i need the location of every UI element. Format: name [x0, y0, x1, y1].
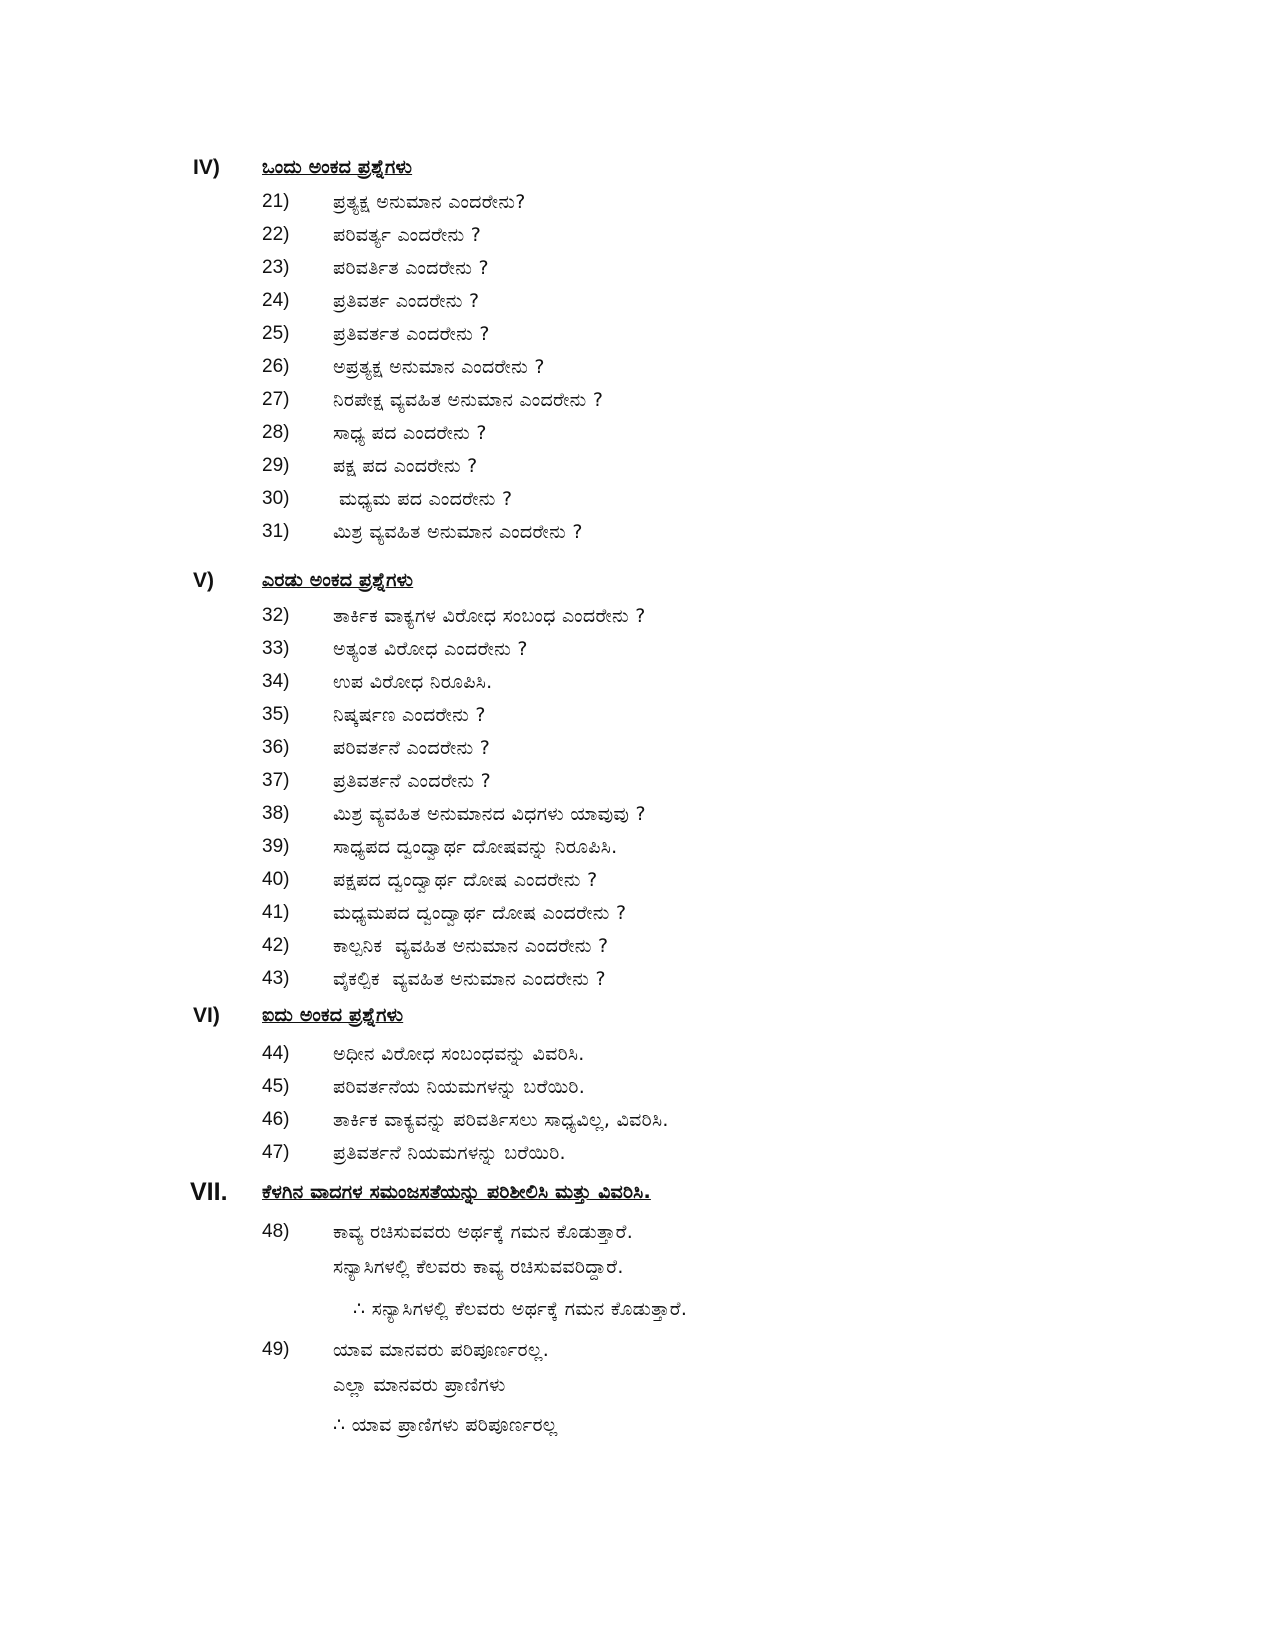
question-number: 27) [262, 389, 290, 410]
conclusion: ∴ ಸನ್ಯಾಸಿಗಳಲ್ಲಿ ಕೆಲವರು ಅರ್ಥಕ್ಕೆ ಗಮನ ಕೊಡುತ್ತಾರೆ. [353, 1298, 688, 1320]
question-number: 40) [262, 869, 290, 890]
question-text: ತಾರ್ಕಿಕ ವಾಕ್ಯಗಳ ವಿರೋಧ ಸಂಬಂಧ ಎಂದರೇನು ? [333, 605, 646, 627]
question-number: 37) [262, 770, 290, 791]
question-item [0, 356, 1275, 390]
question-text: ನಿರಪೇಕ್ಷ ವ್ಯವಹಿತ ಅನುಮಾನ ಎಂದರೇನು ? [333, 389, 604, 411]
question-number: 43) [262, 968, 290, 989]
question-text: ಮಧ್ಯಮ ಪದ ಎಂದರೇನು ? [339, 488, 513, 510]
question-item [0, 836, 1275, 870]
question-number: 23) [262, 257, 290, 278]
question-text: ಮಿಶ್ರ ವ್ಯವಹಿತ ಅನುಮಾನದ ವಿಧಗಳು ಯಾವುವು ? [333, 803, 646, 825]
section-number: IV) [193, 156, 220, 179]
question-text: ಮಧ್ಯಮಪದ ದ್ವಂದ್ವಾರ್ಥ ದೋಷ ಎಂದರೇನು ? [333, 902, 627, 924]
question-number: 26) [262, 356, 290, 377]
premise-2: ಸನ್ಯಾಸಿಗಳಲ್ಲಿ ಕೆಲವರು ಕಾವ್ಯ ರಚಿಸುವವರಿದ್ದಾರೆ. [333, 1256, 624, 1278]
question-number: 48) [262, 1221, 290, 1242]
question-item [0, 869, 1275, 903]
argument-item [0, 1221, 1275, 1255]
question-item [0, 1043, 1275, 1077]
question-number: 29) [262, 455, 290, 476]
question-item [0, 224, 1275, 258]
question-text: ಕಾಲ್ಪನಿಕ ವ್ಯವಹಿತ ಅನುಮಾನ ಎಂದರೇನು ? [333, 935, 609, 957]
section-title: ಐದು ಅಂಕದ ಪ್ರಶ್ನೆಗಳು [262, 1004, 404, 1026]
section-title: ಎರಡು ಅಂಕದ ಪ್ರಶ್ನೆಗಳು [262, 569, 414, 591]
question-text: ವೈಕಲ್ಪಿಕ ವ್ಯವಹಿತ ಅನುಮಾನ ಎಂದರೇನು ? [333, 968, 606, 990]
question-item [0, 455, 1275, 489]
question-number: 21) [262, 191, 290, 212]
question-text: ಅಪ್ರತ್ಯಕ್ಷ ಅನುಮಾನ ಎಂದರೇನು ? [333, 356, 545, 378]
question-item [0, 803, 1275, 837]
question-number: 25) [262, 323, 290, 344]
question-item [0, 638, 1275, 672]
question-item [0, 257, 1275, 291]
question-number: 35) [262, 704, 290, 725]
question-item [0, 968, 1275, 1002]
question-number: 44) [262, 1043, 290, 1064]
section-number: VI) [193, 1004, 220, 1027]
section-number: V) [193, 569, 214, 592]
question-number: 49) [262, 1339, 290, 1360]
question-text: ಅಧೀನ ವಿರೋಧ ಸಂಬಂಧವನ್ನು ವಿವರಿಸಿ. [333, 1043, 585, 1065]
question-number: 45) [262, 1076, 290, 1097]
premise-1: ಕಾವ್ಯ ರಚಿಸುವವರು ಅರ್ಥಕ್ಕೆ ಗಮನ ಕೊಡುತ್ತಾರೆ. [333, 1221, 634, 1243]
question-text: ಸಾಧ್ಯಪದ ದ್ವಂದ್ವಾರ್ಥ ದೋಷವನ್ನು ನಿರೂಪಿಸಿ. [333, 836, 618, 858]
question-number: 47) [262, 1142, 290, 1163]
section-number: VII. [190, 1178, 228, 1206]
section-title: ಒಂದು ಅಂಕದ ಪ್ರಶ್ನೆಗಳು [262, 156, 413, 178]
question-number: 42) [262, 935, 290, 956]
question-item [0, 605, 1275, 639]
question-item [0, 422, 1275, 456]
question-text: ತಾರ್ಕಿಕ ವಾಕ್ಯವನ್ನು ಪರಿವರ್ತಿಸಲು ಸಾಧ್ಯವಿಲ್ಲ, ವಿವರಿಸಿ. [333, 1109, 669, 1131]
conclusion: ∴ ಯಾವ ಪ್ರಾಣಿಗಳು ಪರಿಪೂರ್ಣರಲ್ಲ [333, 1414, 558, 1436]
question-number: 31) [262, 521, 290, 542]
question-text: ಪ್ರತ್ಯಕ್ಷ ಅನುಮಾನ ಎಂದರೇನು? [333, 191, 526, 213]
question-item [0, 323, 1275, 357]
question-text: ನಿಷ್ಕರ್ಷಣ ಎಂದರೇನು ? [333, 704, 486, 726]
question-text: ಪರಿವರ್ತ್ಯ ಎಂದರೇನು ? [333, 224, 482, 246]
question-item [0, 1142, 1275, 1176]
question-number: 30) [262, 488, 290, 509]
question-number: 41) [262, 902, 290, 923]
question-text: ಪಕ್ಷಪದ ದ್ವಂದ್ವಾರ್ಥ ದೋಷ ಎಂದರೇನು ? [333, 869, 598, 891]
question-text: ಪಕ್ಷ ಪದ ಎಂದರೇನು ? [333, 455, 478, 477]
argument-item [0, 1339, 1275, 1373]
question-text: ಪರಿವರ್ತನೆಯ ನಿಯಮಗಳನ್ನು ಬರೆಯಿರಿ. [333, 1076, 586, 1098]
question-text: ಪರಿವರ್ತಿತ ಎಂದರೇನು ? [333, 257, 489, 279]
question-text: ಉಪ ವಿರೋಧ ನಿರೂಪಿಸಿ. [333, 671, 493, 693]
question-item [0, 389, 1275, 423]
premise-2: ಎಲ್ಲಾ ಮಾನವರು ಪ್ರಾಣಿಗಳು [333, 1374, 506, 1396]
question-text: ಪ್ರತಿವರ್ತತ ಎಂದರೇನು ? [333, 323, 490, 345]
question-item [0, 902, 1275, 936]
question-item [0, 290, 1275, 324]
question-number: 46) [262, 1109, 290, 1130]
section-title: ಕೆಳಗಿನ ವಾದಗಳ ಸಮಂಜಸತೆಯನ್ನು ಪರಿಶೀಲಿಸಿ ಮತ್ತು ವಿವರಿಸಿ. [262, 1181, 651, 1203]
question-text: ಪ್ರತಿವರ್ತ ಎಂದರೇನು ? [333, 290, 480, 312]
question-item [0, 704, 1275, 738]
question-text: ಸಾಧ್ಯ ಪದ ಎಂದರೇನು ? [333, 422, 487, 444]
question-number: 33) [262, 638, 290, 659]
question-item [0, 671, 1275, 705]
question-text: ಪ್ರತಿವರ್ತನೆ ಎಂದರೇನು ? [333, 770, 492, 792]
question-number: 28) [262, 422, 290, 443]
question-item [0, 737, 1275, 771]
question-item [0, 521, 1275, 555]
question-item [0, 1076, 1275, 1110]
premise-1: ಯಾವ ಮಾನವರು ಪರಿಪೂರ್ಣರಲ್ಲ. [333, 1339, 550, 1361]
question-item [0, 191, 1275, 225]
question-number: 32) [262, 605, 290, 626]
question-number: 38) [262, 803, 290, 824]
question-text: ಪರಿವರ್ತನೆ ಎಂದರೇನು ? [333, 737, 491, 759]
question-item [0, 488, 1275, 522]
question-item [0, 935, 1275, 969]
question-item [0, 1109, 1275, 1143]
question-number: 24) [262, 290, 290, 311]
question-item [0, 770, 1275, 804]
question-number: 22) [262, 224, 290, 245]
question-text: ಮಿಶ್ರ ವ್ಯವಹಿತ ಅನುಮಾನ ಎಂದರೇನು ? [333, 521, 583, 543]
question-number: 34) [262, 671, 290, 692]
question-number: 36) [262, 737, 290, 758]
question-number: 39) [262, 836, 290, 857]
question-text: ಅತ್ಯಂತ ವಿರೋಧ ಎಂದರೇನು ? [333, 638, 528, 660]
question-text: ಪ್ರತಿವರ್ತನೆ ನಿಯಮಗಳನ್ನು ಬರೆಯಿರಿ. [333, 1142, 566, 1164]
